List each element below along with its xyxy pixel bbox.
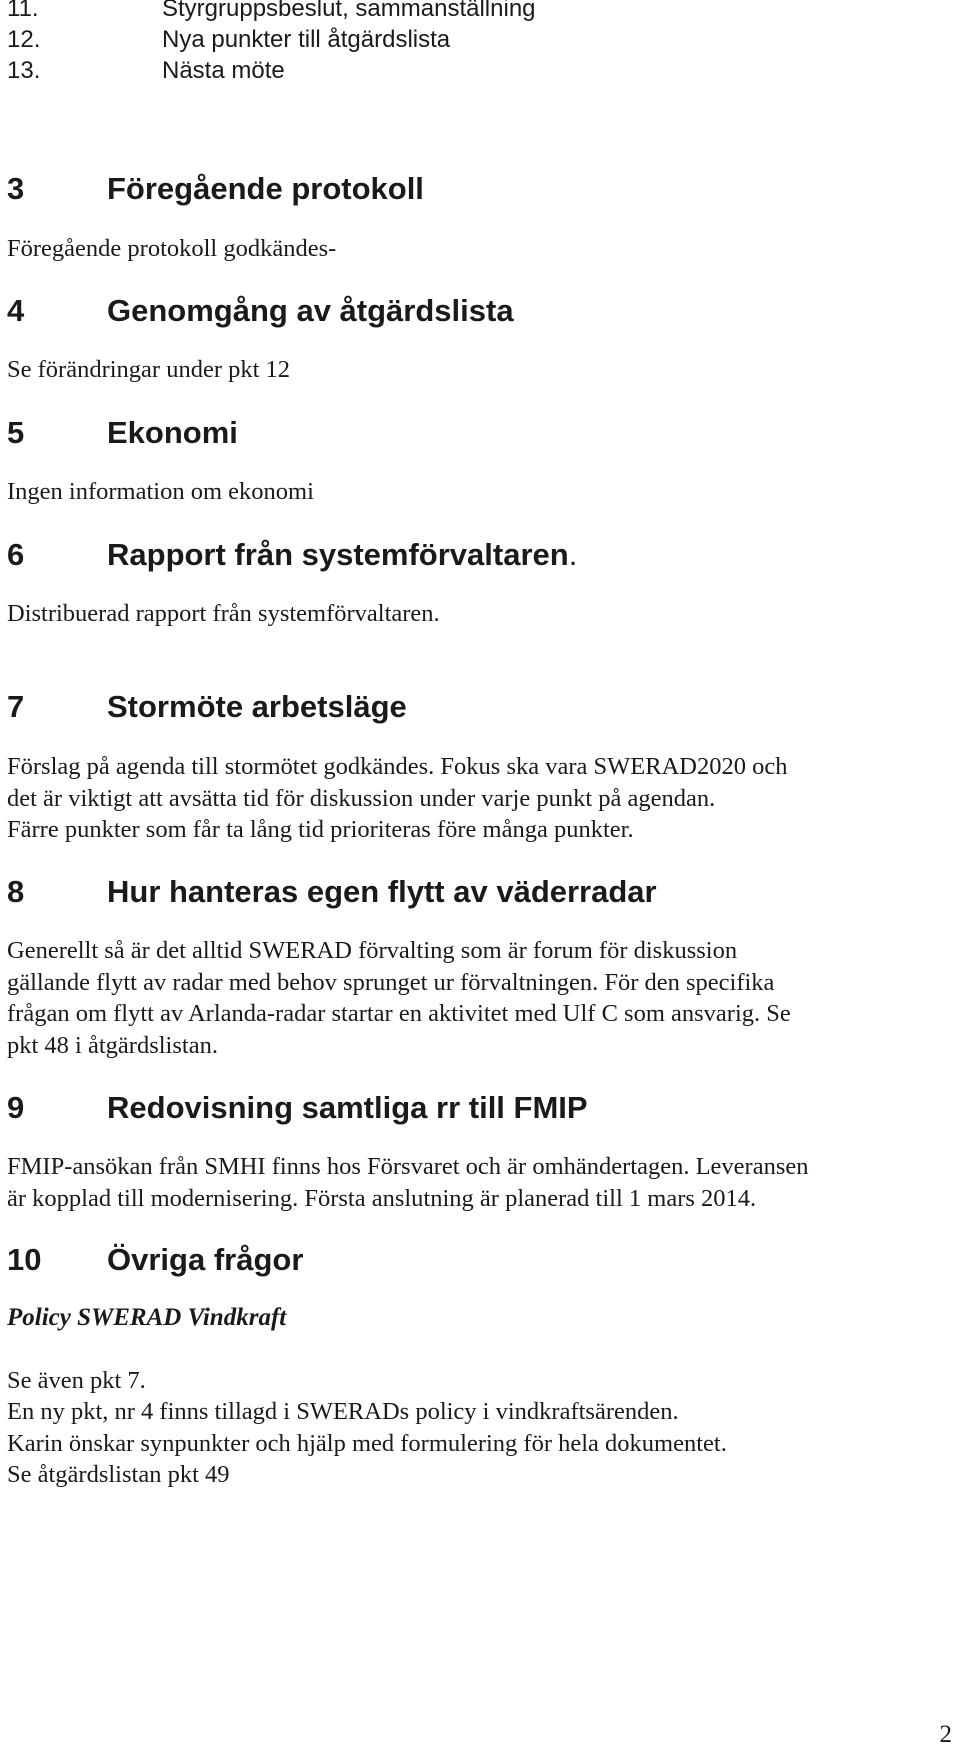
section-text-line: frågan om flytt av Arlanda-radar startar en aktivitet med Ulf C som ansvarig. Se [7, 1000, 791, 1027]
section-text-line: pkt 48 i åtgärdslistan. [7, 1032, 218, 1059]
section-text-line: det är viktigt att avsätta tid för diskussion under varje punkt på agendan. [7, 785, 716, 812]
agenda-number: 13. [7, 57, 41, 84]
section-number: 3 [7, 171, 25, 206]
section-heading-3 [7, 170, 424, 208]
agenda-title: Nästa möte [162, 57, 285, 84]
section-number: 8 [7, 874, 25, 909]
agenda-item-12 [7, 25, 450, 55]
page-number: 2 [939, 1721, 952, 1748]
section-title: Rapport från systemförvaltaren [107, 537, 569, 572]
section-text-line: är kopplad till modernisering. Första anslutning är planerad till 1 mars 2014. [7, 1185, 757, 1212]
section-text-line: Karin önskar synpunkter och hjälp med formulering för hela dokumentet. [7, 1430, 727, 1457]
section-text-line: Ingen information om ekonomi [7, 478, 314, 505]
section-title: Hur hanteras egen flytt av väderradar [107, 874, 657, 909]
section-text-line: Föregående protokoll godkändes- [7, 235, 337, 262]
section-title: Föregående protokoll [107, 171, 424, 206]
agenda-title: Nya punkter till åtgärdslista [162, 26, 451, 53]
section-title: Genomgång av åtgärdslista [107, 293, 514, 328]
section-text-line: Distribuerad rapport från systemförvaltaren. [7, 600, 440, 627]
section-number: 6 [7, 537, 25, 572]
section-text-line: Generellt så är det alltid SWERAD förvalting som är forum för diskussion [7, 937, 738, 964]
section-text-line: En ny pkt, nr 4 finns tillagd i SWERADs policy i vindkraftsärenden. [7, 1398, 679, 1425]
agenda-item-13 [7, 56, 285, 86]
section-title: Redovisning samtliga rr till FMIP [107, 1090, 588, 1125]
section-heading-4 [7, 292, 514, 330]
section-heading-7 [7, 688, 407, 726]
section-number: 10 [7, 1242, 42, 1277]
section-heading-9 [7, 1089, 588, 1127]
agenda-number: 12. [7, 26, 41, 53]
section-number: 4 [7, 293, 25, 328]
section-heading-8 [7, 873, 657, 911]
section-heading-5 [7, 414, 238, 452]
section-text-line: Se även pkt 7. [7, 1367, 146, 1394]
section-text-line: Se förändringar under pkt 12 [7, 356, 291, 383]
section-text-line: Färre punkter som får ta lång tid prioriteras före många punkter. [7, 816, 634, 843]
section-text-line: gällande flytt av radar med behov sprunget ur förvaltningen. För den specifika [7, 969, 775, 996]
section-title: Övriga frågor [107, 1242, 304, 1277]
agenda-number: 11. [7, 0, 39, 22]
section-text-line: FMIP-ansökan från SMHI finns hos Försvaret och är omhändertagen. Leveransen [7, 1153, 809, 1180]
section-text-line: Förslag på agenda till stormötet godkändes. Fokus ska vara SWERAD2020 och [7, 753, 788, 780]
section-title: Stormöte arbetsläge [107, 689, 407, 724]
agenda-title: Styrgruppsbeslut, sammanställning [162, 0, 536, 22]
section-heading-6 [7, 536, 577, 574]
section-heading-10 [7, 1241, 303, 1279]
section-number: 5 [7, 415, 25, 450]
section-title-suffix: . [568, 537, 578, 572]
agenda-item-11 [7, 0, 536, 24]
subsection-title: Policy SWERAD Vindkraft [7, 1304, 287, 1331]
section-number: 9 [7, 1090, 25, 1125]
section-number: 7 [7, 689, 25, 724]
section-title: Ekonomi [107, 415, 238, 450]
section-text-line: Se åtgärdslistan pkt 49 [7, 1461, 230, 1488]
